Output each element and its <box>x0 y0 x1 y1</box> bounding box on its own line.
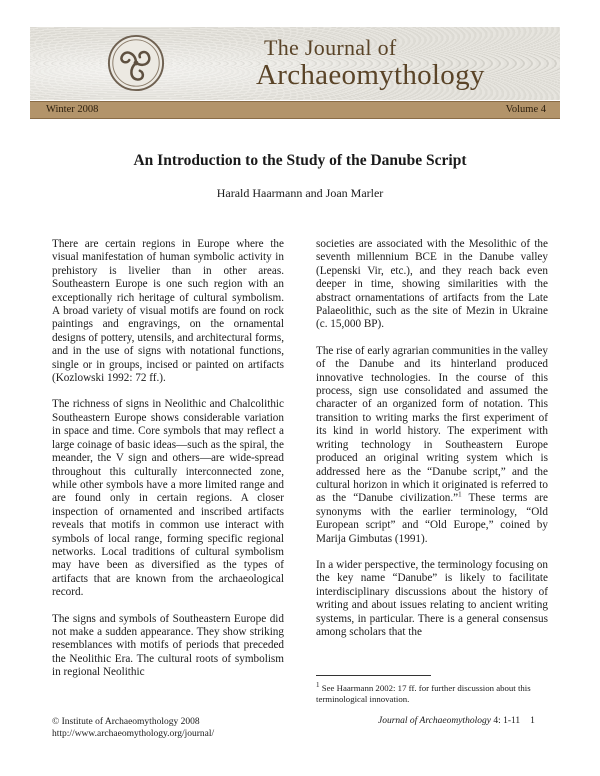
paragraph-text: These terms are synonyms with the earlier terminology, “Old European script” and “Old Europe,” coined by Marija Gimbutas (1991). <box>316 492 548 545</box>
paragraph: The signs and symbols of Southeastern Europe did not make a sudden appearance. They show striking resemblances with motifs of periods that preceded the Neolithic Era. The cultural roots of symbolism in regional Neolithic <box>52 612 284 679</box>
journal-title-line2: Archaeomythology <box>256 59 485 91</box>
paragraph: societies are associated with the Mesolithic of the seventh millennium BCE in the Danube valley (Lepenski Vir, etc.), and they reach back even deeper in time, showing similarities with the abstract ornamentations of artifacts from the Late Palaeolithic, such as the site of Mezin in Ukraine (c. 15,000 BP). <box>316 238 548 331</box>
volume-label: Volume 4 <box>505 104 546 115</box>
journal-url-link[interactable]: http://www.archaeomythology.org/journal/ <box>52 729 215 739</box>
footnote-mark: 1 <box>316 681 320 690</box>
issue-date: Winter 2008 <box>46 104 99 115</box>
triskelion-logo-icon <box>107 34 165 92</box>
footnote-text: See Haarmann 2002: 17 ff. for further discussion about this terminological innovation. <box>316 683 531 704</box>
right-column <box>316 238 548 652</box>
journal-title-line1: The Journal of <box>264 35 397 60</box>
footer-volume-pages: 4: 1-11 <box>490 716 521 726</box>
journal-banner <box>30 27 560 100</box>
footer-citation <box>378 716 535 726</box>
left-column <box>52 238 284 693</box>
article-authors: Harald Haarmann and Joan Marler <box>216 186 384 200</box>
paragraph: There are certain regions in Europe where the visual manifestation of human symbolic activity in prehistory is livelier than in other areas. Southeastern Europe is one such region with an exceptionally rich heritage of cultural symbolism. A broad variety of visual motifs are found on rock paintings and engravings, on the ornamental designs of pottery, utensils, and architectural forms, and in the use of signs with notational functions, single or in groups, incised or painted on artifacts (Kozlowski 1992: 72 ff.). <box>52 238 284 385</box>
paragraph-text: The rise of early agrarian communities in the valley of the Danube and its hinterland produced innovative technologies. In the course of this process, sign use consolidated and assumed the character of an organized form of notation. This transition to writing marks the first experiment of its kind in world history. The experiment with writing technology in Southeastern Europe produced an original writing system which is addressed here as the “Danube script,” and the cultural horizon in which it originated is referred to as the “Danube civilization.” <box>316 344 548 505</box>
paragraph-with-footnote <box>316 345 548 546</box>
footnote-divider <box>316 675 431 676</box>
journal-title <box>248 37 548 90</box>
paragraph: The richness of signs in Neolithic and Chalcolithic Southeastern Europe shows considerable variation in space and time. Core symbols that may reflect a large coinage of basic ideas—such as the spiral, the meander, the V sign and others—are wide-spread throughout this culturally interconnected zone, while other symbols have a more limited range and are found only in certain regions. A closer inspection of ornamented and inscribed artifacts reveals that motifs in common use interact with symbols of local range, forming specific regional networks. Local traditions of cultural symbolism may have been as diversified as the types of artifacts that are known from the archaeological record. <box>52 398 284 599</box>
footer-journal-name: Journal of Archaeomythology <box>378 716 491 726</box>
page-number: 1 <box>530 716 535 726</box>
footnote-reference[interactable]: 1 <box>458 490 462 499</box>
article-title: An Introduction to the Study of the Danube Script <box>133 152 467 169</box>
issue-bar <box>30 101 560 119</box>
paragraph: In a wider perspective, the terminology focusing on the key name “Danube” is likely to facilitate interdisciplinary discussions about the history of writing and about issues relating to ancient writing systems, in particular. There is a general consensus among scholars that the <box>316 558 548 638</box>
copyright-notice: © Institute of Archaeomythology 2008 <box>52 717 200 727</box>
footnote <box>316 683 548 705</box>
footer-left <box>52 716 214 740</box>
